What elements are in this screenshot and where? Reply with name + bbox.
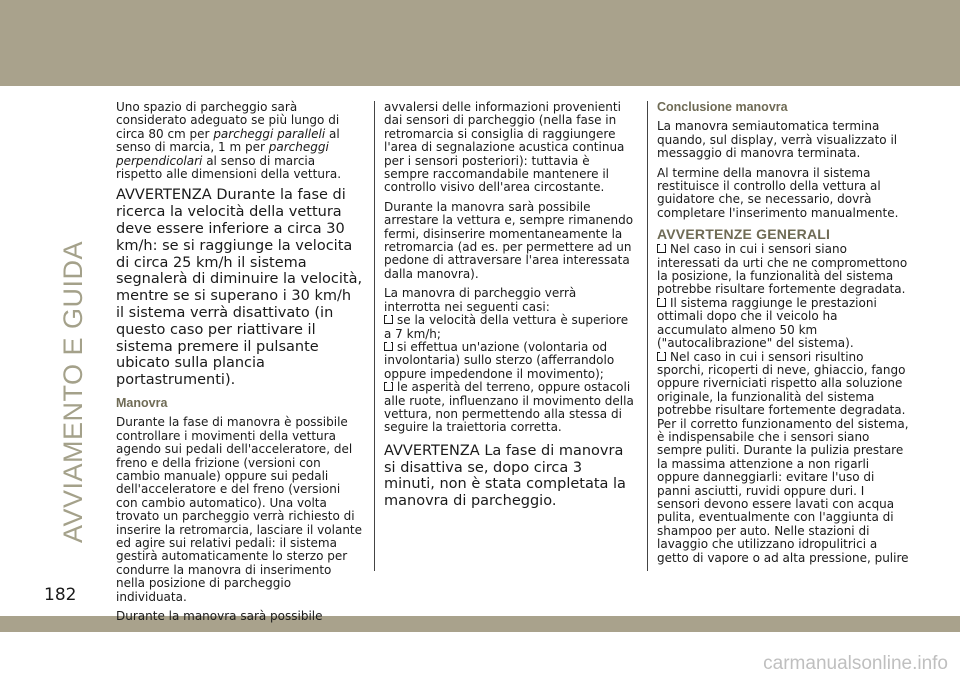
watermark: carmanualsonline.info: [763, 653, 948, 674]
warning-paragraph: AVVERTENZA Durante la fase di ricerca la velocità della vettura deve essere inferiore a circa 30 km/h: se si raggiunge la velocita di circa 25 km/h il sistema segnalerà di diminuire la velocità, mentre se si superano i 30 km/h il sistema verrà disattivato (in questo caso per riattivare il sistema premere il pulsante ubicato sulla plancia portastrumenti).: [116, 187, 363, 389]
paragraph: Durante la manovra sarà possibile: [116, 609, 323, 624]
bullet-icon: [657, 352, 666, 361]
paragraph: Durante la fase di manovra è possibile controllare i movimenti della vettura agendo sui pedali dell'acceleratore, del freno e della frizione (versioni con cambio manuale) oppure sui pedali dell'acceleratore e del freno (versioni con cambio automatico). Una volta trovato un parcheggio verrà richiesto di inserire la retromarcia, lasciare il volante ed agire sui relativi pedali: il sistema gestirà automaticamente lo sterzo per condurre la manovra di inserimento nella posizione di parcheggio individuata.: [116, 415, 363, 604]
bullet-icon: [384, 315, 393, 324]
warnings-heading: AVVERTENZE GENERALI: [657, 226, 831, 243]
column-1: [116, 101, 363, 630]
column-2: [384, 101, 634, 518]
list-item: Nel caso in cui i sensori risultino sporchi, ricoperti di neve, ghiaccio, fango oppure riverniciati rispetto alla soluzione originale, la funzionalità del sistema potrebbe risultare fortemente degradata. Per il corretto funzionamento del sistema, è indispensabile che i sensori siano sempre puliti. Durante la pulizia prestare la massima attenzione a non rigarli oppure danneggiarli: evitare l'uso di panni asciutti, ruvidi oppure duri. I sensori devono essere lavati con acqua pulita, eventualmente con l'aggiunta di shampoo per auto. Nelle stazioni di lavaggio che utilizzano idropulitrici a getto di vapore o ad alta pressione, pulire: [657, 349, 909, 565]
page-number: 182: [44, 585, 77, 605]
list-item: le asperità del terreno, oppure ostacoli alle ruote, influenzano il movimento della vettura, non permettendo alla stessa di seguire la traiettoria corretta.: [384, 380, 634, 435]
section-heading: Manovra: [116, 396, 168, 410]
section-title: [58, 103, 88, 543]
paragraph: avvalersi delle informazioni provenienti dai sensori di parcheggio (nella fase in retromarcia si consiglia di raggiungere l'area di segnalazione acustica continua per i sensori posteriori): tuttavia è sempre raccomandabile mantenere il controllo visivo dell'area circostante.: [384, 100, 625, 195]
list-item: se la velocità della vettura è superiore a 7 km/h;: [384, 313, 629, 341]
section-heading: Conclusione manovra: [657, 100, 788, 114]
column-3: [657, 101, 909, 565]
list-item: si effettua un'azione (volontaria od involontaria) sullo sterzo (afferrandolo oppure impedendone il movimento);: [384, 339, 615, 381]
list-item: Il sistema raggiunge le prestazioni ottimali dopo che il veicolo ha accumulato almeno 50 km ("autocalibrazione" del sistema).: [657, 295, 877, 351]
paragraph: Durante la manovra sarà possibile arrestare la vettura e, sempre rimanendo fermi, disinserire momentaneamente la retromarcia (ad es. per permettere ad un pedone di attraversare l'area interessata dalla manovra).: [384, 199, 634, 281]
top-band: [0, 0, 960, 86]
bullet-icon: [384, 342, 393, 351]
section-title-text: AVVIAMENTO E GUIDA: [58, 240, 88, 543]
bullet-icon: [657, 298, 666, 307]
paragraph: Al termine della manovra il sistema restituisce il controllo della vettura al guidatore che, se necessario, dovrà completare l'inserimento manualmente.: [657, 165, 899, 220]
paragraph: Uno spazio di parcheggio sarà considerato adeguato se più lungo di circa 80 cm per parcheggi paralleli al senso di marcia, 1 m per parcheggi perpendicolari al senso di marcia rispetto alle dimensioni della vettura.: [116, 100, 342, 182]
list-item: Nel caso in cui i sensori siano interessati da urti che ne compromettono la posizione, la funzionalità del sistema potrebbe risultare fortemente degradata.: [657, 242, 908, 297]
bullet-icon: [384, 382, 393, 391]
paragraph: La manovra semiautomatica termina quando, sul display, verrà visualizzato il messaggio di manovra terminata.: [657, 119, 898, 161]
column-divider: [647, 101, 648, 571]
italic-term: parcheggi paralleli: [213, 126, 326, 141]
warning-paragraph: AVVERTENZA La fase di manovra si disattiva se, dopo circa 3 minuti, non è stata completata la manovra di parcheggio.: [384, 442, 626, 510]
paragraph: La manovra di parcheggio verrà interrotta nei seguenti casi:: [384, 286, 577, 314]
italic-term: parcheggi perpendicolari: [116, 140, 329, 168]
bullet-icon: [657, 244, 666, 253]
column-divider: [374, 101, 375, 571]
